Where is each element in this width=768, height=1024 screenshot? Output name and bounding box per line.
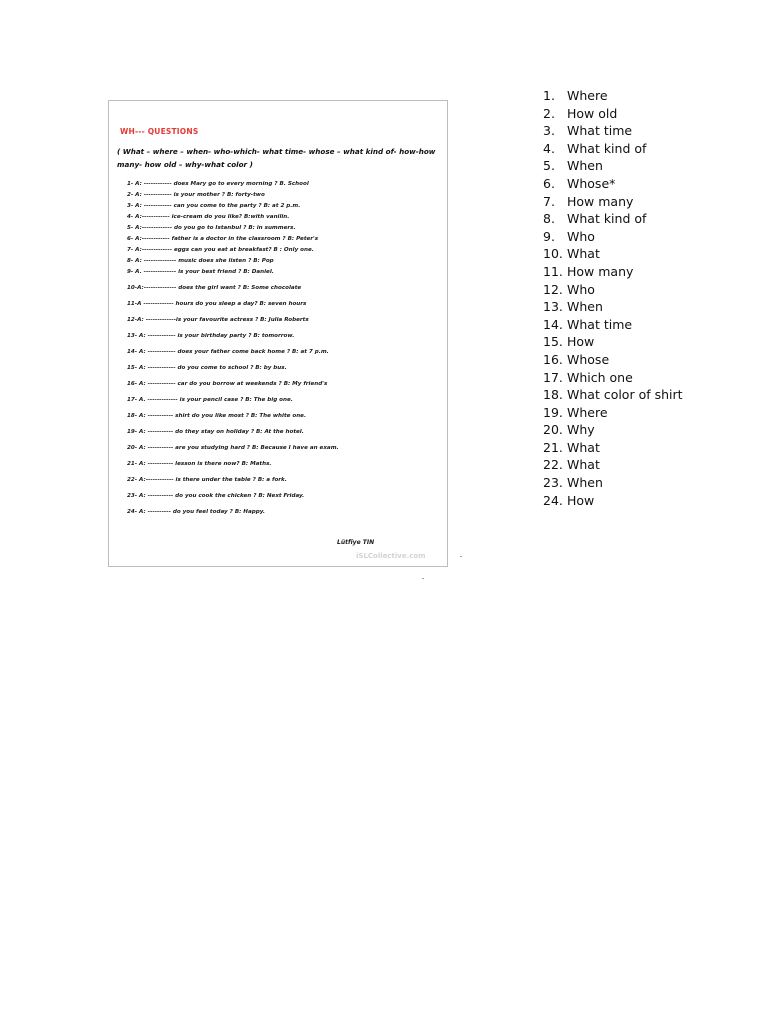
answer-text: How old (567, 105, 618, 121)
worksheet-question-line: 9- A. -------------- is your best friend ? B: Daniel. (127, 269, 274, 275)
worksheet-question-line: 3- A: ------------ can you come to the party ? B: at 2 p.m. (127, 203, 301, 209)
worksheet-question-line: 5- A:------------- do you go to Istanbul ? B: in summers. (127, 225, 296, 231)
answer-text: How many (567, 193, 634, 209)
answer-item (543, 193, 763, 211)
answer-number: 12. (543, 281, 563, 297)
worksheet-question-line: 1- A: ------------ does Mary go to every morning ? B. School (127, 181, 309, 187)
worksheet-question-line: 16- A: ------------ car do you borrow at weekends ? B: My friend's (127, 381, 328, 387)
answer-text: What time (567, 123, 633, 139)
answer-item (543, 140, 763, 158)
answer-number: 15. (543, 334, 563, 350)
answer-number: 7. (543, 193, 555, 209)
answer-number: 18. (543, 387, 563, 403)
answer-text: When (567, 158, 603, 174)
answer-text: What kind of (567, 211, 647, 227)
answer-item (543, 228, 763, 246)
worksheet-author: Lütfiye TIN (337, 539, 375, 546)
answer-text: What kind of (567, 140, 647, 156)
worksheet-question-line: 21- A: ----------- lesson is there now? B: Maths. (127, 461, 272, 467)
answer-item (543, 281, 763, 299)
worksheet-question-line: 11-A ------------- hours do you sleep a day? B: seven hours (127, 301, 307, 307)
answer-text: What (567, 457, 600, 473)
worksheet-question-line: 24- A: ---------- do you feel today ? B: Happy. (127, 509, 266, 515)
answer-number: 6. (543, 175, 555, 191)
answer-text: What (567, 439, 600, 455)
worksheet-question-line: 7- A:------------- eggs can you eat at breakfast? B : Only one. (127, 247, 314, 253)
worksheet-subtitle: ( What – where – when- who-which- what time- whose – what kind of- how-how many- how old – why-what color ) (117, 147, 436, 169)
answer-number: 4. (543, 140, 555, 156)
answer-text: Why (567, 422, 595, 438)
answer-number: 24. (543, 492, 563, 508)
answer-item (543, 351, 763, 369)
answer-number: 8. (543, 211, 555, 227)
answer-text: How (567, 334, 595, 350)
worksheet-title: WH--- QUESTIONS (120, 127, 199, 136)
answer-item (543, 210, 763, 228)
answer-text: What (567, 246, 600, 262)
answer-text: Where (567, 88, 608, 103)
worksheet-question-line: 20- A: ----------- are you studying hard ? B: Because I have an exam. (127, 445, 339, 451)
answer-number: 1. (543, 88, 555, 103)
answer-number: 9. (543, 228, 555, 244)
answer-text: How (567, 492, 595, 508)
answer-item (543, 175, 763, 193)
worksheet-question-line: 12-A: -------------is your favourite actress ? B: Julia Roberts (127, 317, 309, 323)
answer-number: 5. (543, 158, 555, 174)
answer-number: 19. (543, 404, 563, 420)
answer-number: 16. (543, 351, 563, 367)
answer-number: 21. (543, 439, 563, 455)
answer-item (543, 105, 763, 123)
stray-dot (422, 578, 424, 579)
answer-number: 13. (543, 299, 563, 315)
answer-item (543, 456, 763, 474)
answer-number: 17. (543, 369, 563, 385)
worksheet-question-line: 15- A: ------------ do you come to school ? B: by bus. (127, 365, 287, 371)
worksheet-image (108, 100, 448, 567)
answer-text: Which one (567, 369, 633, 385)
answer-item (543, 122, 763, 140)
worksheet-watermark: iSLCollective.com (356, 552, 426, 560)
answer-number: 11. (543, 263, 563, 279)
answer-item (543, 386, 763, 404)
worksheet-question-line: 17- A. ------------- is your pencil case ? B: The big one. (127, 397, 293, 403)
worksheet-question-line: 19- A: ----------- do they stay on holiday ? B: At the hotel. (127, 429, 304, 435)
worksheet-question-line: 2- A: ------------ is your mother ? B: forty-two (127, 192, 265, 198)
answer-item (543, 404, 763, 422)
answer-item (543, 421, 763, 439)
answer-number: 20. (543, 422, 563, 438)
answer-number: 10. (543, 246, 563, 262)
stray-dot (460, 556, 462, 557)
worksheet-question-line: 18- A: ----------- shirt do you like most ? B: The white one. (127, 413, 307, 419)
answer-item (543, 369, 763, 387)
answer-text: How many (567, 263, 634, 279)
worksheet-question-line: 4- A:------------ ice-cream do you like? B:with vanilin. (127, 214, 290, 220)
answer-text: Whose* (567, 175, 616, 191)
answer-item (543, 474, 763, 492)
answer-item (543, 245, 763, 263)
worksheet-question-line: 22- A:------------ is there under the table ? B: a fork. (127, 477, 287, 483)
answer-text: What color of shirt (567, 387, 683, 403)
answer-key-list (543, 87, 763, 509)
answer-number: 14. (543, 316, 563, 332)
answer-number: 2. (543, 105, 555, 121)
answer-item (543, 492, 763, 510)
answer-number: 23. (543, 475, 563, 491)
worksheet-question-line: 10-A:-------------- does the girl want ? B: Some chocolate (127, 285, 302, 291)
answer-item (543, 263, 763, 281)
worksheet-question-line: 13- A: ------------ is your birthday party ? B: tomorrow. (127, 333, 295, 339)
answer-text: Who (567, 281, 595, 297)
answer-item (543, 333, 763, 351)
answer-item (543, 87, 763, 105)
worksheet-question-line: 6- A:------------ father is a doctor in the classroom ? B: Peter's (127, 236, 319, 242)
answer-text: Whose (567, 351, 610, 367)
worksheet-question-line: 23- A: ----------- do you cook the chicken ? B: Next Friday. (127, 493, 305, 499)
answer-item (543, 316, 763, 334)
answer-number: 3. (543, 123, 555, 139)
answer-text: Who (567, 228, 595, 244)
answer-item (543, 157, 763, 175)
answer-text: When (567, 475, 603, 491)
answer-text: What time (567, 316, 633, 332)
answer-text: Where (567, 404, 608, 420)
answer-text: When (567, 299, 603, 315)
worksheet-question-line: 8- A: -------------- music does she listen ? B: Pop (127, 258, 274, 264)
worksheet-question-line: 14- A: ------------ does your father come back home ? B: at 7 p.m. (127, 349, 329, 355)
answer-item (543, 298, 763, 316)
answer-item (543, 439, 763, 457)
answer-number: 22. (543, 457, 563, 473)
